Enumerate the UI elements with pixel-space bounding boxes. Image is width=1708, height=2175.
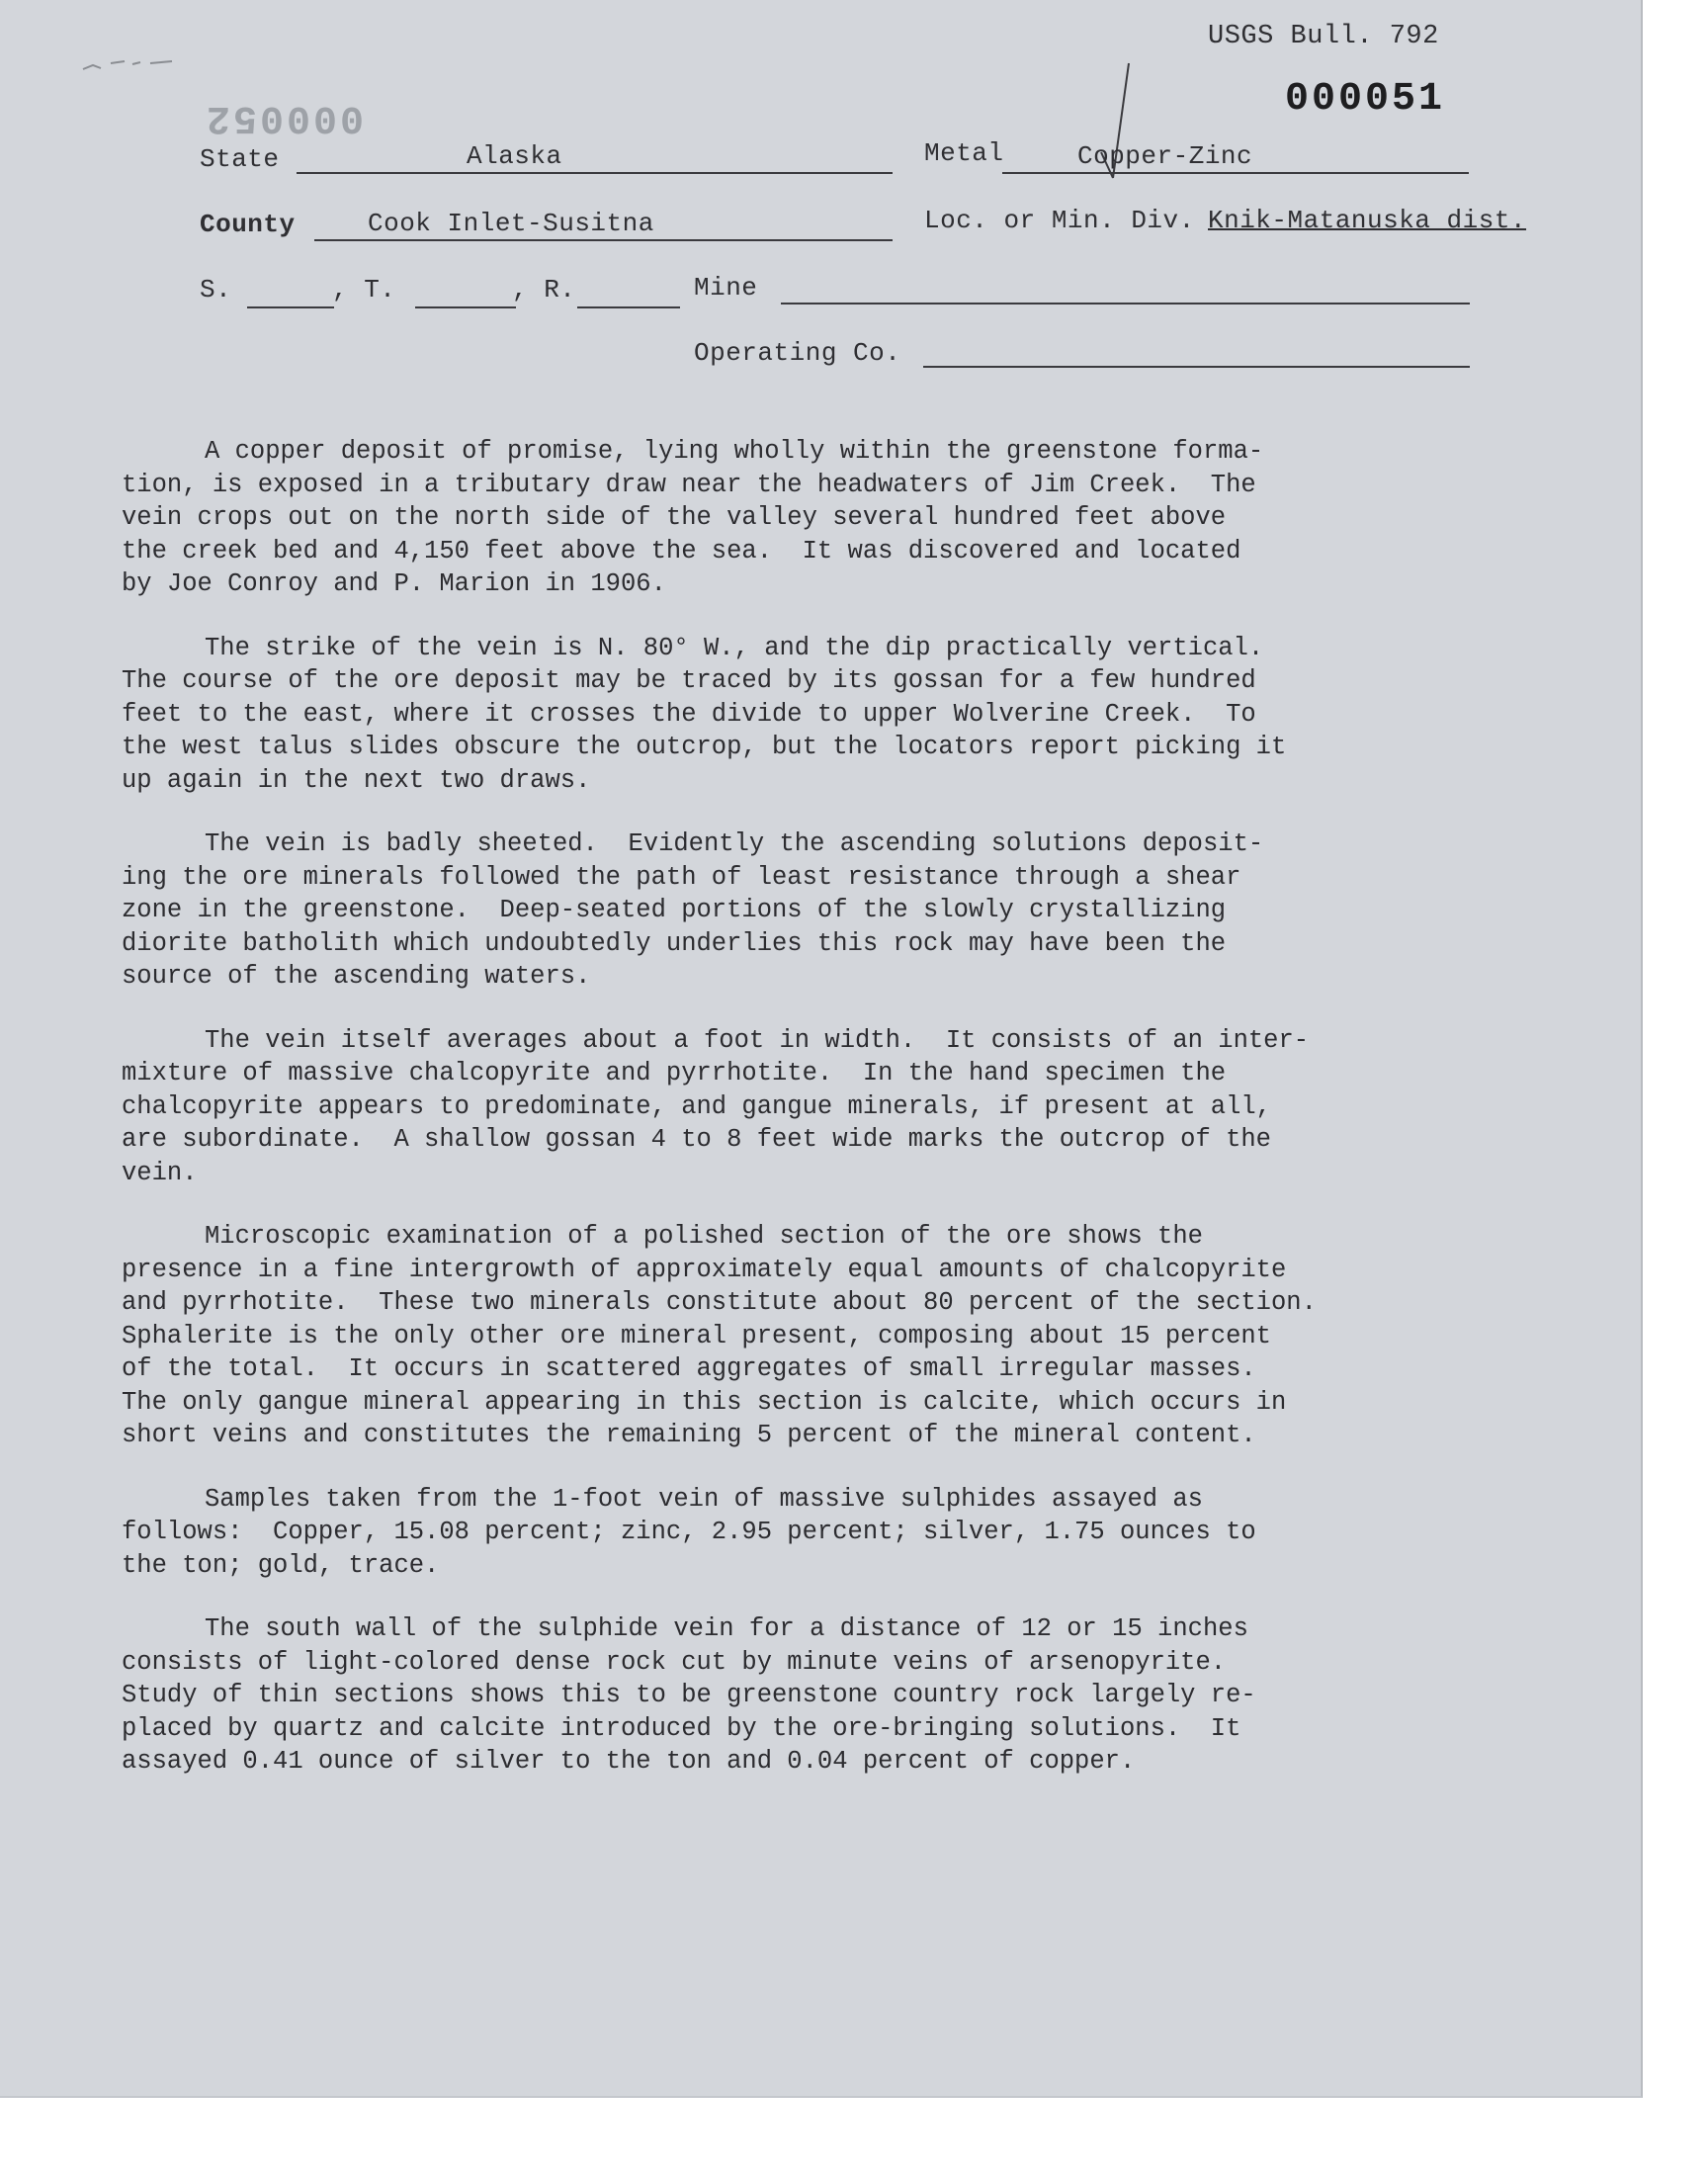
report-body bbox=[122, 435, 1545, 1809]
text-line: feet to the east, where it crosses the divide to upper Wolverine Creek. To bbox=[122, 699, 1256, 729]
text-line: the ton; gold, trace. bbox=[122, 1550, 440, 1580]
county-field bbox=[314, 208, 893, 241]
operating-company-field bbox=[923, 334, 1470, 368]
paragraph-discovery bbox=[122, 435, 1545, 601]
text-line: mixture of massive chalcopyrite and pyrrhotite. In the hand specimen the bbox=[122, 1059, 1227, 1088]
faded-stamp-number: 000052 bbox=[204, 95, 365, 139]
text-line: are subordinate. A shallow gossan 4 to 8 feet wide marks the outcrop of the bbox=[122, 1125, 1271, 1154]
state-field bbox=[297, 140, 893, 174]
operating-company-label: Operating Co. bbox=[694, 338, 901, 368]
bulletin-reference: USGS Bull. 792 bbox=[1208, 22, 1439, 51]
paragraph-south-wall bbox=[122, 1612, 1545, 1779]
metal-field bbox=[1002, 140, 1469, 174]
mine-label: Mine bbox=[694, 273, 758, 303]
text-line: source of the ascending waters. bbox=[122, 962, 591, 991]
paragraph-strike bbox=[122, 632, 1545, 798]
location-label: Loc. or Min. Div. bbox=[924, 206, 1195, 235]
text-line: vein crops out on the north side of the valley several hundred feet above bbox=[122, 503, 1227, 532]
state-value: Alaska bbox=[467, 141, 562, 171]
text-line: ing the ore minerals followed the path of least resistance through a shear bbox=[122, 862, 1241, 892]
text-line: placed by quartz and calcite introduced by the ore-bringing solutions. It bbox=[122, 1713, 1241, 1743]
paragraph-sheeting bbox=[122, 827, 1545, 994]
text-line: presence in a fine intergrowth of approximately equal amounts of chalcopyrite bbox=[122, 1255, 1287, 1284]
text-line: diorite batholith which undoubtedly underlies this rock may have been the bbox=[122, 928, 1227, 958]
range-field bbox=[577, 275, 680, 308]
county-label: County bbox=[200, 210, 296, 239]
text-line: and pyrrhotite. These two minerals constitute about 80 percent of the section. bbox=[122, 1288, 1317, 1317]
text-line: by Joe Conroy and P. Marion in 1906. bbox=[122, 569, 666, 598]
paragraph-assays bbox=[122, 1483, 1545, 1583]
mine-field bbox=[781, 271, 1470, 304]
metal-value: Copper-Zinc bbox=[1077, 141, 1253, 171]
text-line: The south wall of the sulphide vein for a distance of 12 or 15 inches bbox=[205, 1614, 1248, 1643]
text-line: Sphalerite is the only other ore mineral present, composing about 15 percent bbox=[122, 1321, 1271, 1350]
location-value: Knik-Matanuska dist. bbox=[1208, 206, 1527, 235]
metal-label: Metal bbox=[924, 138, 1004, 168]
text-line: the creek bed and 4,150 feet above the sea. It was discovered and located bbox=[122, 536, 1241, 566]
state-label: State bbox=[200, 144, 280, 174]
text-line: Study of thin sections shows this to be greenstone country rock largely re- bbox=[122, 1681, 1256, 1709]
text-line: follows: Copper, 15.08 percent; zinc, 2.95 percent; silver, 1.75 ounces to bbox=[122, 1518, 1256, 1546]
section-field bbox=[247, 275, 334, 308]
text-line: The vein is badly sheeted. Evidently the ascending solutions deposit- bbox=[205, 829, 1264, 858]
township-field bbox=[415, 275, 516, 308]
text-line: Samples taken from the 1-foot vein of massive sulphides assayed as bbox=[205, 1484, 1203, 1514]
section-label: S. bbox=[200, 275, 232, 304]
document-number: 000051 bbox=[1285, 77, 1446, 122]
text-line: chalcopyrite appears to predominate, and gangue minerals, if present at all, bbox=[122, 1091, 1271, 1121]
text-line: of the total. It occurs in scattered aggregates of small irregular masses. bbox=[122, 1354, 1256, 1383]
text-line: the west talus slides obscure the outcrop, but the locators report picking it bbox=[122, 733, 1287, 761]
paragraph-vein-width bbox=[122, 1024, 1545, 1190]
text-line: The course of the ore deposit may be traced by its gossan for a few hundred bbox=[122, 666, 1256, 695]
township-label: , T. bbox=[332, 275, 396, 304]
text-line: The only gangue mineral appearing in this section is calcite, which occurs in bbox=[122, 1387, 1287, 1417]
text-line: Microscopic examination of a polished section of the ore shows the bbox=[205, 1222, 1203, 1251]
text-line: The vein itself averages about a foot in width. It consists of an inter- bbox=[205, 1025, 1310, 1055]
text-line: tion, is exposed in a tributary draw near the headwaters of Jim Creek. The bbox=[122, 470, 1256, 499]
paragraph-microscopic bbox=[122, 1220, 1545, 1452]
text-line: up again in the next two draws. bbox=[122, 765, 591, 795]
text-line: consists of light-colored dense rock cut by minute veins of arsenopyrite. bbox=[122, 1647, 1227, 1677]
text-line: The strike of the vein is N. 80° W., and the dip practically vertical. bbox=[205, 633, 1264, 662]
text-line: short veins and constitutes the remaining 5 percent of the mineral content. bbox=[122, 1421, 1256, 1449]
text-line: assayed 0.41 ounce of silver to the ton and 0.04 percent of copper. bbox=[122, 1747, 1136, 1776]
text-line: vein. bbox=[122, 1158, 198, 1187]
text-line: zone in the greenstone. Deep-seated portions of the slowly crystallizing bbox=[122, 896, 1227, 924]
pencil-mark-icon bbox=[81, 55, 176, 75]
county-value: Cook Inlet-Susitna bbox=[368, 209, 654, 238]
range-label: , R. bbox=[512, 275, 576, 304]
text-line: A copper deposit of promise, lying wholly within the greenstone forma- bbox=[205, 437, 1264, 466]
